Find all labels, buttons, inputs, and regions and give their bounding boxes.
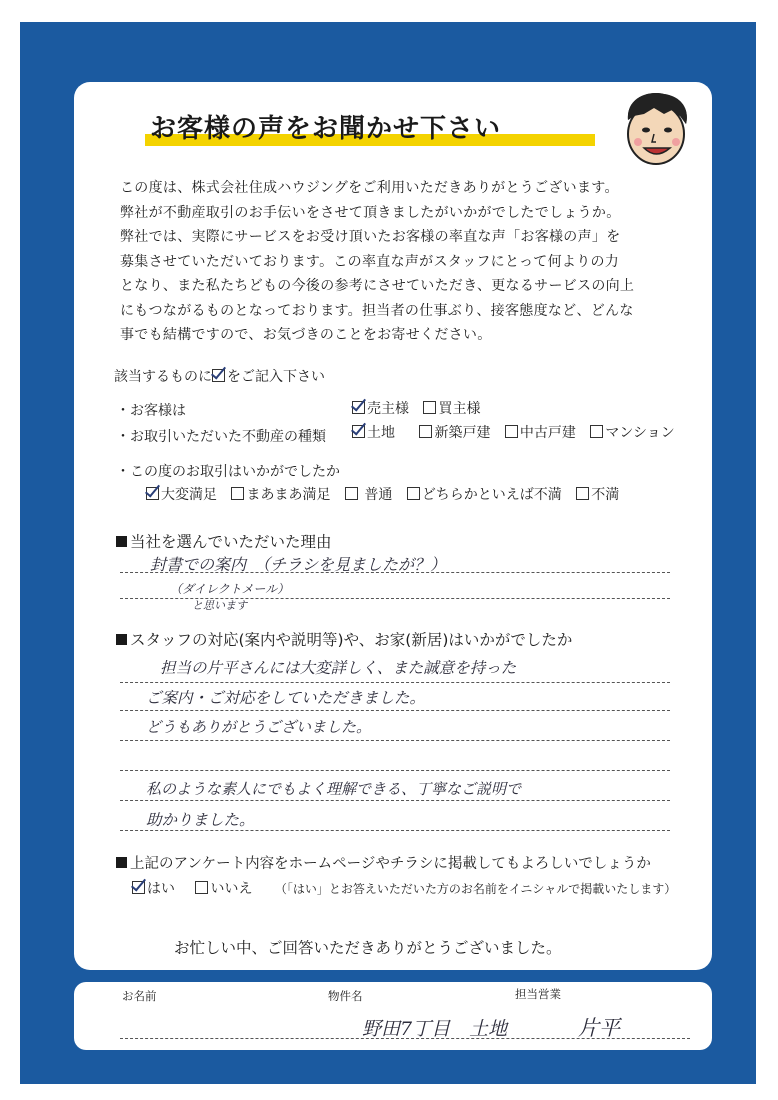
property-name-value: 野田7丁目 土地 [362, 1018, 508, 1040]
answer-line [120, 572, 670, 573]
property-label: 物件名 [328, 989, 363, 1003]
intro-line: この度は、株式会社住成ハウジングをご利用いただきありがとうございます。 [120, 180, 619, 196]
staff-face-illustration [614, 86, 698, 170]
option-mansion[interactable]: マンション [590, 422, 674, 442]
checkbox-icon[interactable] [423, 401, 436, 414]
checkbox-icon[interactable] [419, 425, 432, 438]
handwritten-answer: ご案内・ご対応をしていただきました。 [146, 689, 426, 707]
checkbox-icon[interactable] [505, 425, 518, 438]
intro-paragraph [120, 176, 680, 348]
handwritten-answer: 助かりました。 [146, 811, 255, 829]
staff-label: 担当営業 [515, 987, 561, 1001]
checkbox-icon[interactable] [146, 487, 159, 500]
staff-name-value: 片平 [578, 1016, 620, 1040]
intro-line: 弊社では、実際にサービスをお受け頂いたお客様の率直な声「お客様の声」を [120, 229, 621, 245]
option-somewhat-unsatisfied[interactable]: どちらかといえば不満 [407, 484, 562, 504]
answer-line [120, 770, 670, 771]
options-satisfaction [146, 484, 629, 504]
page-title: お客様の声をお聞かせ下さい [150, 114, 502, 144]
checkbox-icon[interactable] [352, 401, 365, 414]
square-bullet-icon [116, 634, 127, 645]
section-publish-heading: 上記のアンケート内容をホームページやチラシに掲載してもよろしいでしょうか [116, 852, 651, 873]
intro-line: にもつながるものとなっております。担当者の仕事ぶり、接客態度など、どんな [120, 302, 634, 319]
option-unsatisfied[interactable]: 不満 [576, 484, 619, 504]
name-label: お名前 [122, 989, 157, 1003]
name-answer-line [120, 1038, 690, 1039]
section-staff-heading: スタッフの対応(案内や説明等)や、お家(新居)はいかがでしたか [116, 628, 572, 650]
option-very-satisfied[interactable]: 大変満足 [146, 484, 217, 504]
checkbox-icon[interactable] [576, 487, 589, 500]
square-bullet-icon [116, 857, 127, 868]
options-publish [132, 878, 676, 898]
intro-line: 募集させていただいております。この率直な声がスタッフにとって何よりの力 [120, 253, 620, 270]
answer-line [120, 830, 670, 831]
handwritten-answer: 私のような素人にでもよく理解できる、丁寧なご説明で [146, 780, 522, 798]
options-property [352, 422, 685, 442]
answer-line [120, 682, 670, 683]
option-no[interactable]: いいえ [195, 878, 252, 898]
checkbox-icon[interactable] [231, 487, 244, 500]
checkbox-icon[interactable] [590, 425, 603, 438]
option-buyer[interactable]: 買主様 [423, 398, 480, 418]
checkbox-icon[interactable] [345, 487, 358, 500]
option-used-house[interactable]: 中古戸建 [505, 422, 576, 442]
thanks-message: お忙しい中、ご回答いただきありがとうございました。 [174, 939, 562, 957]
checkbox-sample-icon [212, 369, 225, 382]
option-seller[interactable]: 売主様 [352, 398, 409, 418]
checkbox-icon[interactable] [195, 881, 208, 894]
handwritten-answer: （ダイレクトメール） [170, 582, 290, 596]
intro-line: 事でも結構ですので、お気づきのことをお寄せください。 [120, 327, 492, 343]
options-customer [352, 398, 490, 418]
checkbox-icon[interactable] [352, 425, 365, 438]
question-property-label: ・お取引いただいた不動産の種類 [116, 429, 326, 445]
question-satisfaction-label: ・この度のお取引はいかがでしたか [116, 464, 340, 480]
option-yes[interactable]: はい [132, 878, 175, 898]
publish-note: （「はい」とお答えいただいた方のお名前をイニシャルで掲載いたします） [274, 882, 677, 896]
option-somewhat-satisfied[interactable]: まあまあ満足 [231, 484, 330, 504]
intro-line: となり、また私たちどもの今後の参考にさせていただき、更なるサービスの向上 [120, 278, 635, 294]
handwritten-answer: どうもありがとうございました。 [146, 718, 372, 736]
answer-line [120, 800, 670, 801]
option-normal[interactable]: 普通 [345, 484, 392, 504]
option-new-house[interactable]: 新築戸建 [419, 422, 490, 442]
option-land[interactable]: 土地 [352, 422, 395, 442]
intro-line: 弊社が不動産取引のお手伝いをさせて頂きましたがいかがでしたでしょうか。 [120, 204, 621, 221]
checkbox-icon[interactable] [407, 487, 420, 500]
handwritten-answer: と思います [192, 599, 247, 612]
instruction: 該当するものに をご記入下さい [114, 369, 325, 385]
square-bullet-icon [116, 536, 127, 547]
question-customer-label: ・お客様は [116, 403, 186, 419]
answer-line [120, 740, 670, 741]
checkbox-icon[interactable] [132, 881, 145, 894]
handwritten-answer: 担当の片平さんには大変詳しく、また誠意を持った [160, 659, 517, 677]
handwritten-answer: 封書での案内 （チラシを見ましたが？） [150, 555, 447, 574]
answer-line [120, 710, 670, 711]
section-reason-heading: 当社を選んでいただいた理由 [116, 530, 332, 552]
